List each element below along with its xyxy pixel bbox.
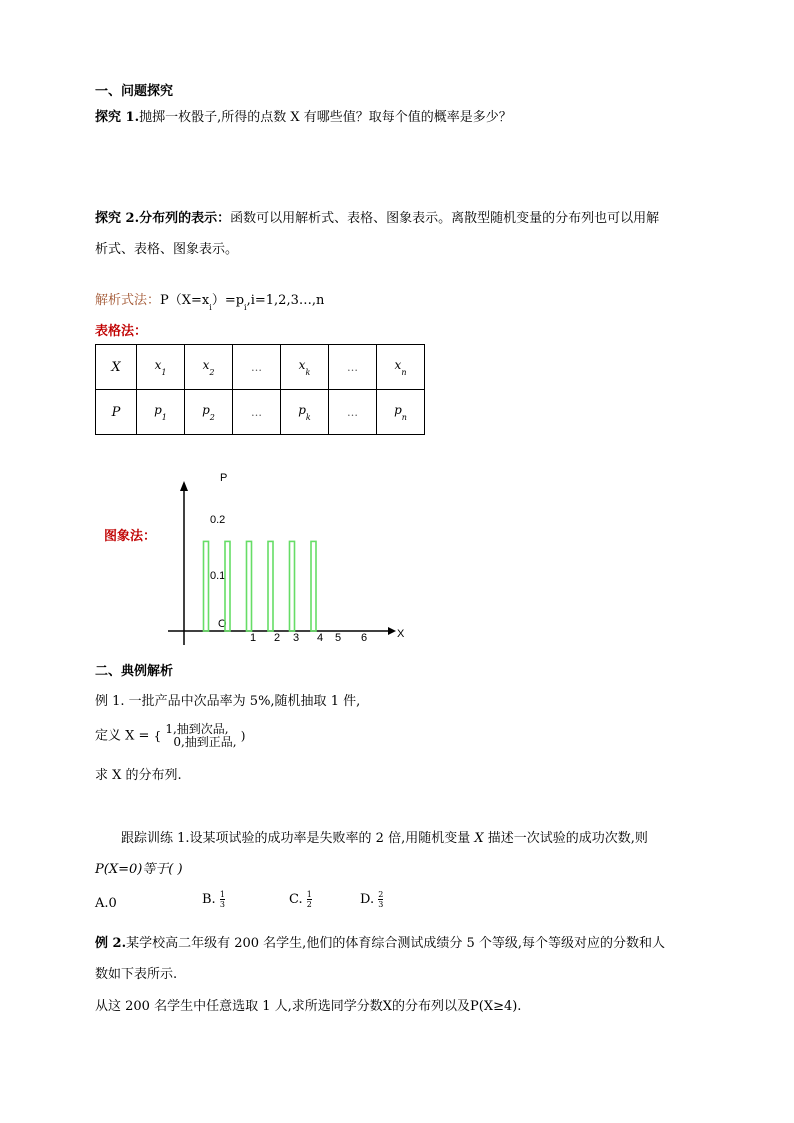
explore-1 bbox=[95, 106, 512, 125]
explore-1-label: 探究 1. bbox=[95, 110, 140, 125]
example-2-text-1: 某学校高二年级有 200 名学生,他们的体育综合测试成绩分 5 个等级,每个等级对应的分数和人 bbox=[126, 936, 665, 951]
right-paren: ) bbox=[240, 729, 246, 743]
explore-2-line1 bbox=[95, 207, 659, 226]
y-axis-arrow bbox=[180, 481, 188, 491]
distribution-table bbox=[95, 344, 425, 435]
practice-1-post: 描述一次试验的成功次数,则 bbox=[483, 831, 648, 846]
analytic-sub-2: i bbox=[244, 303, 247, 312]
x-tick-label: 6 bbox=[361, 632, 368, 644]
analytic-mid: ）=p bbox=[211, 293, 245, 308]
x-tick-label: 2 bbox=[274, 632, 281, 644]
x-axis-label: X bbox=[397, 628, 405, 640]
x-tick-label: 3 bbox=[293, 632, 300, 644]
option-c: C. $\frac{1}{2}$ bbox=[289, 890, 312, 909]
example-2-line2: 数如下表所示. bbox=[95, 967, 178, 982]
explore-1-text: 抛掷一枚骰子,所得的点数 X 有哪些值？取每个值的概率是多少？ bbox=[139, 110, 512, 125]
table-cell: $p_k$ bbox=[281, 390, 329, 435]
table-cell: … bbox=[233, 345, 281, 390]
table-head-x: X bbox=[96, 345, 137, 390]
table-cell: … bbox=[233, 390, 281, 435]
x-tick-label: 4 bbox=[317, 632, 324, 644]
bar bbox=[311, 541, 316, 631]
table-cell: $p_1$ bbox=[137, 390, 185, 435]
bar bbox=[225, 541, 230, 631]
table-cell: … bbox=[329, 345, 377, 390]
case-1: 1,抽到次品, bbox=[165, 722, 229, 736]
table-row-p bbox=[96, 390, 425, 435]
option-a: A.0 bbox=[95, 896, 117, 911]
option-d: D. $\frac{2}{3}$ bbox=[360, 890, 384, 909]
origin-label: O bbox=[218, 618, 227, 630]
option-b: B. $\frac{1}{3}$ bbox=[202, 890, 225, 909]
table-cell: $x_1$ bbox=[137, 345, 185, 390]
example-1-define bbox=[95, 723, 245, 749]
analytic-p: P（X=x bbox=[160, 293, 210, 308]
section-title-1: 一、问题探究 bbox=[95, 84, 174, 99]
example-1-line3: 求 X 的分布列. bbox=[95, 768, 182, 783]
bar bbox=[290, 541, 295, 631]
analytic-sub-1: i bbox=[209, 303, 212, 312]
explore-2-label: 探究 2.分布列的表示： bbox=[95, 211, 231, 226]
bar bbox=[268, 541, 273, 631]
example-1-line1: 例 1. 一批产品中次品率为 5%,随机抽取 1 件, bbox=[95, 694, 361, 709]
section-title-2: 二、典例解析 bbox=[95, 664, 174, 679]
analytic-tail: ,i=1,2,3…,n bbox=[246, 293, 325, 308]
distribution-chart bbox=[160, 465, 420, 650]
practice-1-line1 bbox=[121, 827, 648, 846]
y-tick-label: 0.2 bbox=[210, 514, 226, 526]
x-tick-label: 1 bbox=[250, 632, 257, 644]
y-tick-label: 0.1 bbox=[210, 570, 226, 582]
define-label: 定义 X = bbox=[95, 728, 150, 744]
table-method-label: 表格法： bbox=[95, 324, 148, 339]
practice-1-pre: 跟踪训练 1.设某项试验的成功率是失败率的 2 倍,用随机变量 bbox=[121, 831, 475, 846]
table-cell: $x_n$ bbox=[377, 345, 425, 390]
example-2-label: 例 2. bbox=[95, 936, 127, 951]
table-cell: … bbox=[329, 390, 377, 435]
bar bbox=[204, 541, 209, 631]
table-cell: $p_2$ bbox=[185, 390, 233, 435]
table-row-x bbox=[96, 345, 425, 390]
analytic-formula bbox=[95, 289, 324, 312]
table-cell: $x_k$ bbox=[281, 345, 329, 390]
fraction: $\frac{1}{3}$ bbox=[219, 890, 225, 909]
example-2-line1 bbox=[95, 932, 665, 951]
graph-method-label: 图象法： bbox=[104, 529, 157, 544]
analytic-label: 解析式法： bbox=[95, 293, 161, 308]
cases bbox=[165, 723, 236, 749]
example-2-line3: 从这 200 名学生中任意选取 1 人,求所选同学分数X的分布列以及P(X≥4). bbox=[95, 999, 522, 1014]
fraction: $\frac{1}{2}$ bbox=[306, 890, 312, 909]
fraction: $\frac{2}{3}$ bbox=[378, 890, 384, 909]
left-brace: { bbox=[153, 729, 162, 743]
explore-2-text-1: 函数可以用解析式、表格、图象表示。离散型随机变量的分布列也可以用解 bbox=[230, 211, 660, 226]
table-head-p: P bbox=[96, 390, 137, 435]
y-axis-label: P bbox=[220, 472, 228, 484]
table-cell: $x_2$ bbox=[185, 345, 233, 390]
case-2: 0,抽到正品, bbox=[173, 735, 237, 749]
practice-1-var: X bbox=[474, 831, 484, 846]
explore-2-text-2: 析式、表格、图象表示。 bbox=[95, 242, 239, 257]
bar bbox=[247, 541, 252, 631]
practice-1-line2: P(X=0)等于( ) bbox=[95, 862, 183, 877]
x-tick-label: 5 bbox=[335, 632, 342, 644]
table-cell: $p_n$ bbox=[377, 390, 425, 435]
x-axis-arrow bbox=[388, 627, 396, 635]
